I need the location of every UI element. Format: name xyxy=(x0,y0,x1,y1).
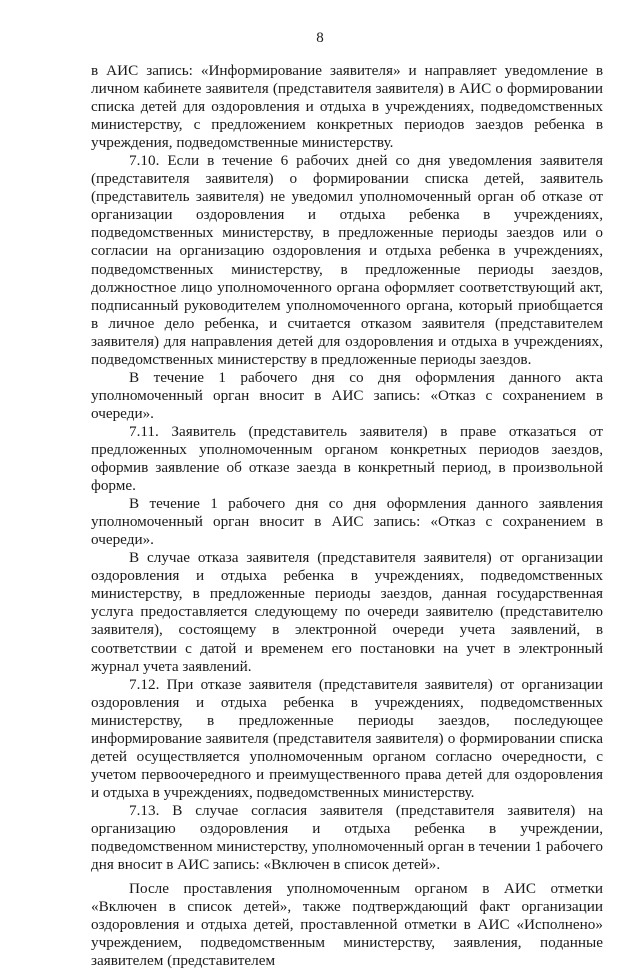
paragraph-7-11-refusal: В случае отказа заявителя (представителя заявителя) от организации оздоровления и отдыха ребенка в учреждениях, подведомственных министерству, в предложенные периоды заездов, данная государственная услуга предоставляется следующему по очереди заявителю (представителю заявителя), состоящему в электронной очереди учета заявлений, в соответствии с датой и временем его постановки на учет в электронный журнал учета заявлений. xyxy=(91,549,603,675)
paragraph-continuation: в АИС запись: «Информирование заявителя» и направляет уведомление в личном кабинете заявителя (представителя заявителя) в АИС о формировании списка детей для оздоровления и отдыха в учреждениях, подведомственных министерству, с предложением конкретных периодов заездов ребенка в учреждения, подведомственные министерству. xyxy=(91,62,603,152)
paragraph-7-11-record: В течение 1 рабочего дня со дня оформления данного заявления уполномоченный орган вносит в АИС запись: «Отказ с сохранением в очереди». xyxy=(91,495,603,549)
paragraph-7-13: 7.13. В случае согласия заявителя (представителя заявителя) на организацию оздоровления и отдыха ребенка в учреждении, подведомственном министерству, уполномоченный орган в течении 1 рабочего дня вносит в АИС запись: «Включен в список детей». xyxy=(91,801,603,874)
document-body xyxy=(91,62,603,970)
paragraph-7-10: 7.10. Если в течение 6 рабочих дней со дня уведомления заявителя (представителя заявителя) о формировании списка детей, заявитель (представитель заявителя) не уведомил уполномоченный орган об отказе от организации оздоровления и отдыха ребенка в учреждениях, подведомственных министерству, в предложенные периоды заездов или о согласии на организацию оздоровления и отдыха ребенка в учреждениях, подведомственных министерству, в предложенные периоды заездов, должностное лицо уполномоченного органа оформляет соответствующий акт, подписанный руководителем уполномоченного органа, который приобщается в личное дело ребенка, и считается отказом заявителя (представителем заявителя) для направления детей для оздоровления и отдыха в учреждениях, подведомственных министерству в предложенные периоды заездов. xyxy=(91,152,603,368)
paragraph-after-marking: После проставления уполномоченным органом в АИС отметки «Включен в список детей», также подтверждающий факт организации оздоровления и отдыха детей, проставленной отметки в АИС «Исполнено» учреждением, подведомственным министерству, заявления, поданные заявителем (представителем xyxy=(91,880,603,970)
paragraph-7-11: 7.11. Заявитель (представитель заявителя) в праве отказаться от предложенных уполномоченным органом конкретных периодов заездов, оформив заявление об отказе заезда в конкретный период, в произвольной форме. xyxy=(91,422,603,495)
paragraph-7-12: 7.12. При отказе заявителя (представителя заявителя) от организации оздоровления и отдыха ребенка в учреждениях, подведомственных министерству, в предложенные периоды заездов, последующее информирование заявителя (представителя заявителя) о формировании списка детей осуществляется уполномоченным органом согласно очередности, с учетом первоочередного и преимущественного права детей для оздоровления и отдыха в учреждениях, подведомственных министерству. xyxy=(91,675,603,801)
paragraph-7-10-act: В течение 1 рабочего дня со дня оформления данного акта уполномоченный орган вносит в АИС запись: «Отказ с сохранением в очереди». xyxy=(91,368,603,422)
page-number: 8 xyxy=(316,30,324,46)
